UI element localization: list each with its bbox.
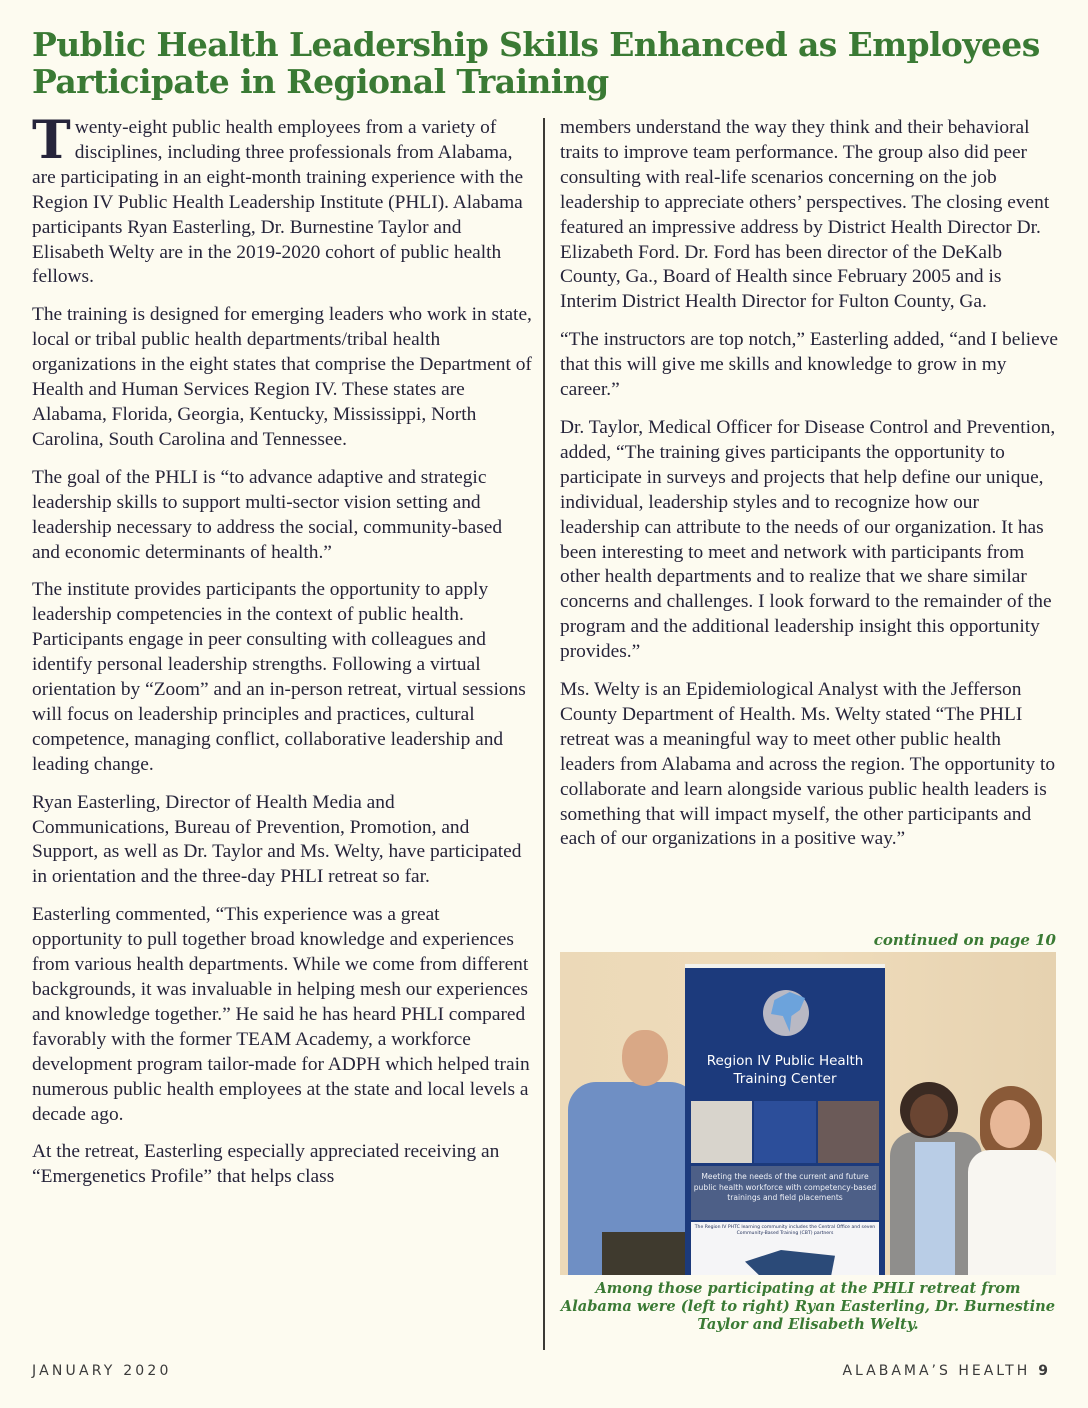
paragraph: The institute provides participants the opportunity to apply leadership competencies in the context of public health. Participants engage in peer consulting with colleagues and identify personal leadership strengths. Following a virtual orientation by “Zoom” and an in-person retreat, virtual sessions will focus on leadership principles and practices, cultural competence, managing conflict, collaborative leadership and leading change. bbox=[32, 579, 526, 775]
issue-date: JANUARY 2020 bbox=[32, 1363, 172, 1379]
person-3-face bbox=[990, 1100, 1030, 1148]
banner-tagline: Meeting the needs of the current and future public health workforce with competency-based trainings and field placements bbox=[691, 1166, 879, 1220]
continued-link[interactable]: continued on page 10 bbox=[873, 931, 1056, 949]
paragraph: Ryan Easterling, Director of Health Media and Communications, Bureau of Prevention, Promotion, and Support, as well as Dr. Taylor and Ms. Welty, have participated in orientation and the three-day PHLI retreat so far. bbox=[32, 791, 522, 888]
paragraph: Dr. Taylor, Medical Officer for Disease Control and Prevention, added, “The training gives participants the opportunity to participate in surveys and projects that help define our unique, individual, leadership styles and to recognize how our leadership can attribute to the needs of our organization. It has been interesting to meet and network with participants from other health departments and to realize that we share similar concerns and challenges. I look forward to the remainder of the program and the additional leadership insight this opportunity provides.” bbox=[560, 416, 1056, 663]
paragraph: Ms. Welty is an Epidemiological Analyst with the Jefferson County Department of Health. Ms. Welty stated “The PHLI retreat was a meaningful way to meet other public health leaders from Alabama and across the region. The opportunity to collaborate and learn alongside various public health leaders is something that will impact myself, the other participants and each of our organizations in a positive way.” bbox=[560, 679, 1056, 850]
banner-title: Region IV Public Health Training Center bbox=[706, 1053, 864, 1087]
paragraph: “The instructors are top notch,” Easterling added, “and I believe that this will give me skills and knowledge to grow in my career.” bbox=[560, 329, 1059, 401]
person-2-face bbox=[910, 1094, 948, 1136]
photo-caption: Among those participating at the PHLI retreat from Alabama were (left to right) Ryan Easterling, Dr. Burnestine Taylor and Elisabeth Welty. bbox=[560, 1280, 1056, 1333]
training-center-banner bbox=[685, 964, 885, 1275]
article-headline: Public Health Leadership Skills Enhanced as Employees Participate in Regional Training bbox=[32, 25, 1040, 101]
drop-cap: T bbox=[32, 110, 71, 171]
region-map-logo-icon bbox=[763, 990, 809, 1036]
group-photo bbox=[560, 952, 1056, 1275]
banner-image-strip bbox=[691, 1101, 879, 1163]
person-2-shirt bbox=[915, 1142, 955, 1275]
intro-text: wenty-eight public health employees from a variety of disciplines, including three professionals from Alabama, are participating in an eight-month training experience with the Region IV Public Health Leadership Institute (PHLI). Alabama participants Ryan Easterling, Dr. Burnestine Taylor and Elisabeth Welty are in the 2019-2020 cohort of public health fellows. bbox=[32, 117, 524, 288]
right-column bbox=[560, 116, 1060, 865]
banner-image-laptop bbox=[691, 1101, 752, 1163]
publication-name: ALABAMA’S HEALTH bbox=[842, 1363, 1031, 1379]
person-1-pants bbox=[602, 1232, 698, 1275]
banner-image-presenter bbox=[754, 1101, 815, 1163]
banner-footer-text: The Region IV PHTC learning community includes the Central Office and seven Community-Based Training (CBT) partners bbox=[691, 1222, 879, 1275]
left-column bbox=[32, 110, 532, 1203]
column-divider bbox=[543, 118, 545, 1350]
person-1-head bbox=[622, 1030, 668, 1086]
paragraph: Easterling commented, “This experience was a great opportunity to pull together broad knowledge and experiences from various health departments. While we come from different backgrounds, it was invaluable in helping mesh our experiences and knowledge together.” He said he has heard PHLI compared favorably with the former TEAM Academy, a workforce development program tailor-made for ADPH which helped train numerous public health employees at the state and local levels a decade ago. bbox=[32, 904, 530, 1125]
banner-image-group bbox=[818, 1101, 879, 1163]
page-number: 9 bbox=[1038, 1363, 1048, 1379]
publication-footer bbox=[842, 1363, 1048, 1379]
paragraph: At the retreat, Easterling especially appreciated receiving an “Emergenetics Profile” that helps class bbox=[32, 1141, 500, 1188]
paragraph: members understand the way they think and their behavioral traits to improve team performance. The group also did peer consulting with real-life scenarios concerning on the job leadership to appreciate others’ perspectives. The closing event featured an impressive address by District Health Director Dr. Elizabeth Ford. Dr. Ford has been director of the DeKalb County, Ga., Board of Health since February 2005 and is Interim District Health Director for Fulton County, Ga. bbox=[560, 117, 1050, 313]
paragraph: The goal of the PHLI is “to advance adaptive and strategic leadership skills to support multi-sector vision setting and leadership necessary to address the social, community-based and economic determinants of health.” bbox=[32, 466, 503, 563]
paragraph-intro bbox=[32, 110, 532, 290]
paragraph: The training is designed for emerging leaders who work in state, local or tribal public health departments/tribal health organizations in the eight states that comprise the Department of Health and Human Services Region IV. These states are Alabama, Florida, Georgia, Kentucky, Mississippi, North Carolina, South Carolina and Tennessee. bbox=[32, 304, 532, 450]
person-3-dress bbox=[968, 1150, 1056, 1275]
